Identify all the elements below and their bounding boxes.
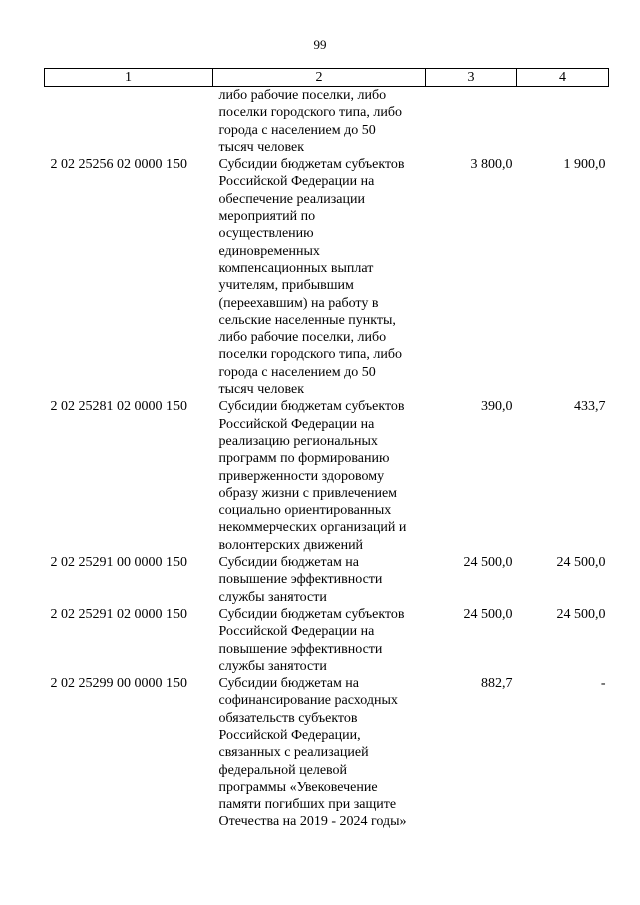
budget-item-name-line: приверженности здоровому: [218, 468, 385, 484]
budget-code: 2 02 25291 00 0000 150: [50, 555, 187, 571]
budget-item-name-line: Российской Федерации на: [218, 624, 375, 640]
amount-column-3: 24 500,0: [463, 606, 513, 622]
budget-item-name-line: поселки городского типа, либо: [218, 105, 402, 121]
amount-column-4: [517, 87, 609, 157]
budget-item-name-line: федеральной целевой: [218, 762, 348, 778]
column-header-4: 4: [517, 69, 609, 87]
budget-item-name-line: Российской Федерации на: [218, 174, 375, 190]
budget-item-name-line: либо рабочие поселки, либо: [218, 88, 387, 103]
budget-item-name-line: учителям, прибывшим: [218, 278, 354, 294]
amount-column-3: 24 500,0: [463, 555, 513, 571]
amount-column-4: 1 900,0: [563, 157, 606, 173]
budget-item-name-line: программ по формированию: [218, 451, 390, 467]
budget-item-name-line: единовременных: [218, 243, 320, 259]
budget-item-name-line: памяти погибших при защите: [218, 797, 397, 813]
budget-item-name-line: реализацию региональных: [218, 433, 378, 449]
budget-item-name-line: Субсидии бюджетам на: [218, 676, 360, 692]
budget-code: 2 02 25256 02 0000 150: [50, 157, 187, 173]
budget-item-name-line: Субсидии бюджетам на: [218, 555, 360, 571]
table-row: [45, 87, 609, 157]
budget-item-name-line: Российской Федерации на: [218, 416, 375, 432]
budget-item-name-line: социально ориентированных: [218, 503, 392, 519]
budget-item-name-line: повышение эффективности: [218, 572, 383, 588]
amount-column-3: 882,7: [481, 676, 513, 692]
amount-column-3: 390,0: [481, 399, 513, 415]
budget-item-name: [213, 554, 426, 606]
budget-item-name-line: службы занятости: [218, 658, 327, 674]
budget-item-name-line: обеспечение реализации: [218, 191, 365, 207]
amount-column-3: [426, 87, 517, 157]
budget-item-name-line: софинансирование расходных: [218, 693, 398, 709]
budget-code: [45, 87, 213, 157]
table-row: [45, 554, 609, 606]
budget-item-name-line: Российской Федерации,: [218, 727, 361, 743]
budget-item-name-line: волонтерских движений: [218, 537, 364, 553]
budget-item-name: [213, 606, 426, 675]
budget-item-name-line: программы «Увековечение: [218, 779, 378, 795]
amount-column-3: 3 800,0: [470, 157, 513, 173]
budget-code: 2 02 25281 02 0000 150: [50, 399, 187, 415]
page-number: 99: [313, 37, 327, 52]
table-row: [45, 606, 609, 675]
budget-item-name-line: поселки городского типа, либо: [218, 347, 402, 363]
amount-column-4: -: [600, 676, 606, 692]
budget-item-name-line: обязательств субъектов: [218, 710, 358, 726]
table-row: [45, 156, 609, 398]
amount-column-4: 24 500,0: [556, 555, 606, 571]
column-header-3: 3: [426, 69, 517, 87]
budget-item-name-line: тысяч человек: [218, 382, 305, 398]
budget-code: 2 02 25291 02 0000 150: [50, 606, 187, 622]
budget-item-name-line: города с населением до 50: [218, 122, 376, 138]
budget-item-name-line: Субсидии бюджетам субъектов: [218, 399, 405, 415]
budget-item-name-line: (переехавшим) на работу в: [218, 295, 379, 311]
budget-item-name-line: мероприятий по: [218, 209, 316, 225]
budget-item-name-line: повышение эффективности: [218, 641, 383, 657]
budget-item-name-line: компенсационных выплат: [218, 260, 374, 276]
budget-item-name-line: Отечества на 2019 - 2024 годы»: [218, 814, 407, 830]
budget-item-name-line: либо рабочие поселки, либо: [218, 330, 387, 346]
budget-item-name-line: сельские населенные пункты,: [218, 312, 396, 328]
budget-table: [44, 68, 609, 831]
table-row: [45, 675, 609, 831]
budget-item-name: [213, 87, 426, 157]
budget-item-name-line: некоммерческих организаций и: [218, 520, 407, 536]
budget-item-name-line: Субсидии бюджетам субъектов: [218, 606, 405, 622]
budget-item-name: [213, 675, 426, 831]
amount-column-4: 24 500,0: [556, 606, 606, 622]
budget-item-name-line: тысяч человек: [218, 139, 305, 155]
table-row: [45, 398, 609, 554]
budget-item-name: [213, 156, 426, 398]
column-header-2: 2: [213, 69, 426, 87]
amount-column-4: 433,7: [574, 399, 606, 415]
budget-item-name-line: образу жизни с привлечением: [218, 485, 398, 501]
budget-code: 2 02 25299 00 0000 150: [50, 676, 187, 692]
column-header-1: 1: [45, 69, 213, 87]
budget-item-name-line: службы занятости: [218, 589, 327, 605]
budget-item-name-line: Субсидии бюджетам субъектов: [218, 157, 405, 173]
table-header-row: [45, 69, 609, 87]
budget-item-name: [213, 398, 426, 554]
table-body: [45, 87, 609, 831]
budget-item-name-line: связанных с реализацией: [218, 745, 369, 761]
budget-item-name-line: осуществлению: [218, 226, 314, 242]
budget-item-name-line: города с населением до 50: [218, 364, 376, 380]
